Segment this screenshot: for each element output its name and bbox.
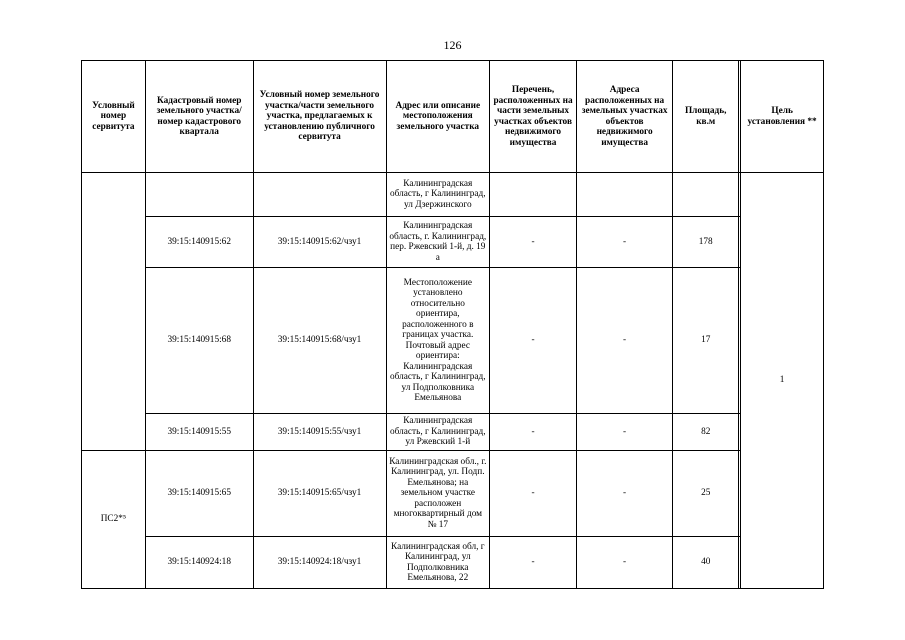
servitude-no-cell-empty xyxy=(82,173,146,451)
part-no-cell: 39:15:140924:18/чзу1 xyxy=(253,537,386,589)
table-row xyxy=(82,268,824,414)
area-cell: 25 xyxy=(673,451,739,537)
cadastral-no-cell: 39:15:140915:68 xyxy=(145,268,253,414)
header-area: Площадь, кв.м xyxy=(673,61,739,173)
area-cell xyxy=(673,173,739,217)
objects-address-cell: - xyxy=(576,217,672,268)
page-number: 126 xyxy=(443,38,462,52)
cadastral-no-cell: 39:15:140924:18 xyxy=(145,537,253,589)
area-cell: 82 xyxy=(673,414,739,451)
header-cadastral-no: Кадастровый номер земельного участка/номер кадастрового квартала xyxy=(145,61,253,173)
address-cell: Калининградская область, г Калининград, ул Ржевский 1-й xyxy=(386,414,490,451)
objects-cell: - xyxy=(490,217,577,268)
cadastral-no-cell: 39:15:140915:62 xyxy=(145,217,253,268)
spacer-cell xyxy=(739,451,741,537)
part-no-cell: 39:15:140915:68/чзу1 xyxy=(253,268,386,414)
objects-address-cell: - xyxy=(576,414,672,451)
part-no-cell: 39:15:140915:62/чзу1 xyxy=(253,217,386,268)
purpose-cell: 1 xyxy=(741,173,824,589)
header-servitude-no: Условный номер сервитута xyxy=(82,61,146,173)
table-row xyxy=(82,451,824,537)
table-header-row xyxy=(82,61,824,173)
objects-address-cell xyxy=(576,173,672,217)
area-cell: 40 xyxy=(673,537,739,589)
servitude-table xyxy=(81,60,824,589)
spacer-cell xyxy=(739,537,741,589)
part-no-cell xyxy=(253,173,386,217)
objects-cell: - xyxy=(490,537,577,589)
servitude-code-cell: ПС2*⁵ xyxy=(82,451,146,589)
cadastral-no-cell: 39:15:140915:55 xyxy=(145,414,253,451)
objects-address-cell: - xyxy=(576,268,672,414)
objects-cell: - xyxy=(490,414,577,451)
objects-address-cell: - xyxy=(576,537,672,589)
part-no-cell: 39:15:140915:55/чзу1 xyxy=(253,414,386,451)
objects-cell: - xyxy=(490,451,577,537)
table-row xyxy=(82,173,824,217)
cadastral-no-cell xyxy=(145,173,253,217)
area-cell: 17 xyxy=(673,268,739,414)
objects-cell xyxy=(490,173,577,217)
part-no-cell: 39:15:140915:65/чзу1 xyxy=(253,451,386,537)
header-objects-list: Перечень, расположенных на части земельных участках объектов недвижимого имущества xyxy=(490,61,577,173)
table-row xyxy=(82,414,824,451)
address-cell: Калининградская обл., г. Калининград, ул. Подп. Емельянова; на земельном участке расположен многоквартирный дом № 17 xyxy=(386,451,490,537)
objects-cell: - xyxy=(490,268,577,414)
table-row xyxy=(82,537,824,589)
header-objects-address: Адреса расположенных на земельных участках объектов недвижимого имущества xyxy=(576,61,672,173)
header-conditional-part-no: Условный номер земельного участка/части земельного участка, предлагаемых к установлению публичного сервитута xyxy=(253,61,386,173)
spacer-cell xyxy=(739,217,741,268)
objects-address-cell: - xyxy=(576,451,672,537)
header-address: Адрес или описание местоположения земельного участка xyxy=(386,61,490,173)
spacer-cell xyxy=(739,268,741,414)
cadastral-no-cell: 39:15:140915:65 xyxy=(145,451,253,537)
address-cell: Местоположение установлено относительно ориентира, расположенного в границах участка. Почтовый адрес ориентира: Калининградская область, г Калининград, ул Подполковника Емельянова xyxy=(386,268,490,414)
table-row xyxy=(82,217,824,268)
area-cell: 178 xyxy=(673,217,739,268)
address-cell: Калининградская область, г. Калининград, пер. Ржевский 1-й, д. 19 а xyxy=(386,217,490,268)
header-purpose: Цель установления ** xyxy=(741,61,824,173)
spacer-cell xyxy=(739,414,741,451)
address-cell: Калининградская обл, г Калининград, ул Подполковника Емельянова, 22 xyxy=(386,537,490,589)
address-cell: Калининградская область, г Калининград, ул Дзержинского xyxy=(386,173,490,217)
